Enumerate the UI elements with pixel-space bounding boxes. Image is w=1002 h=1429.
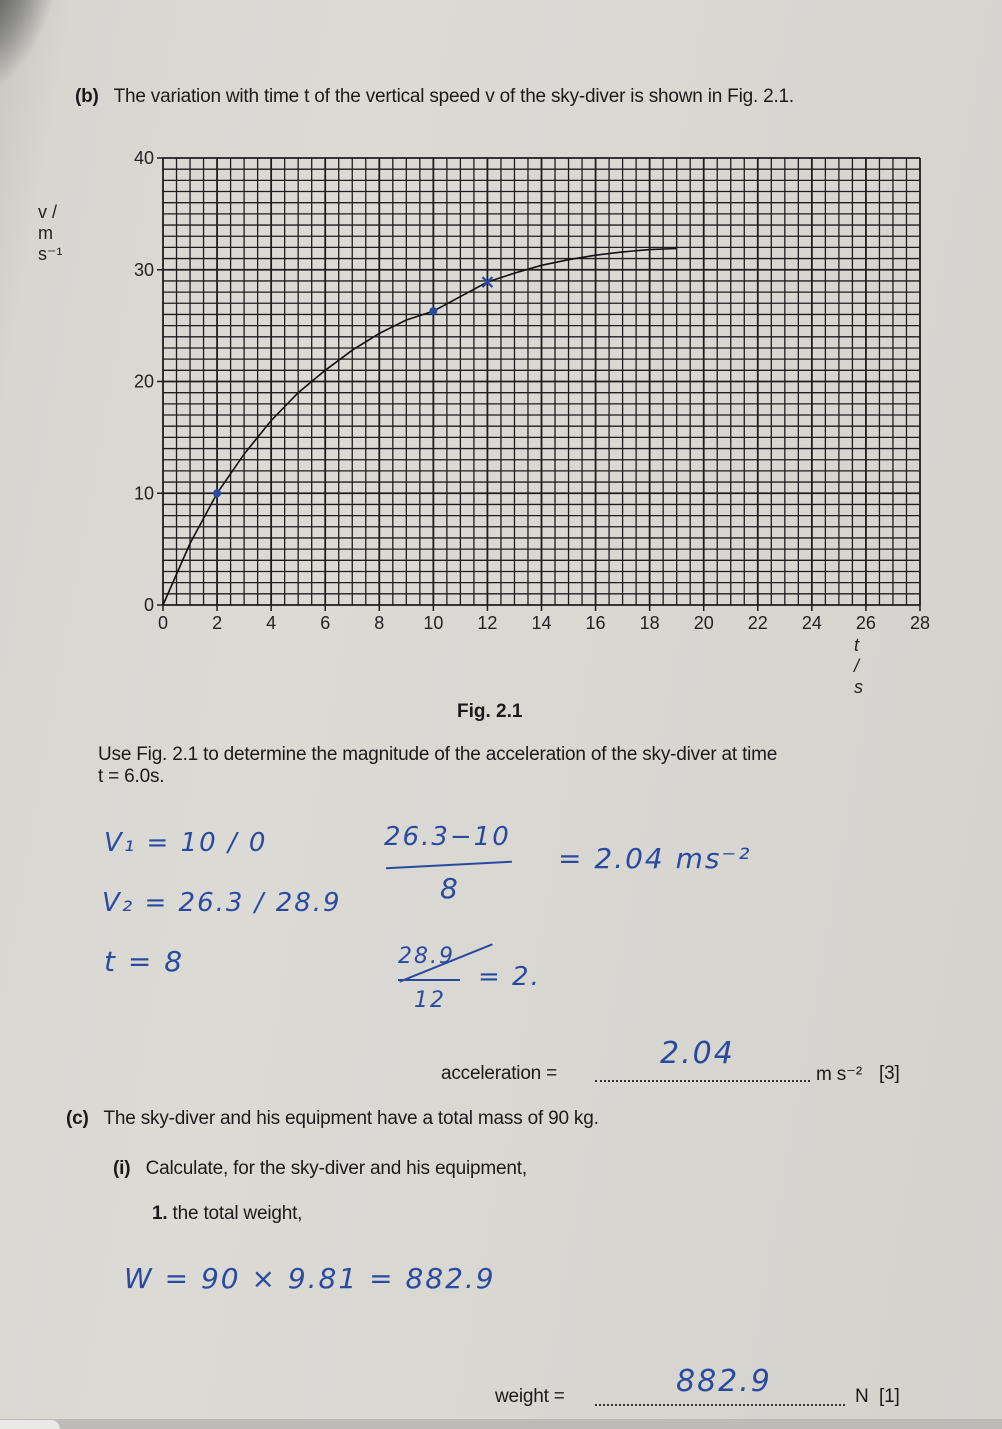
x-tick-label: 24 bbox=[801, 613, 822, 633]
working-v2: V₂ = 26.3 / 28.9 bbox=[102, 888, 342, 918]
annotation-dot bbox=[213, 489, 221, 497]
question-text bbox=[98, 744, 918, 788]
part-b-label: (b) bbox=[75, 86, 99, 107]
x-tick-label: 14 bbox=[531, 613, 552, 633]
y-tick-label: 20 bbox=[133, 371, 154, 392]
question-line-2: t = 6.0s. bbox=[98, 766, 165, 787]
item-1-text: the total weight, bbox=[172, 1203, 303, 1224]
working-t: t = 8 bbox=[104, 945, 185, 978]
part-b-intro-text: The variation with time t of the vertical speed v of the sky-diver is shown in Fig. 2.1. bbox=[113, 86, 795, 107]
acceleration-unit: m s⁻² bbox=[816, 1064, 862, 1085]
crossed-numerator: 28.9 bbox=[398, 944, 455, 969]
part-c-i bbox=[113, 1158, 527, 1180]
x-tick-label: 4 bbox=[266, 613, 277, 633]
fraction-denominator: 8 bbox=[440, 872, 460, 905]
weight-unit: N bbox=[855, 1386, 869, 1407]
x-tick-label: 6 bbox=[320, 613, 331, 633]
acceleration-marks: [3] bbox=[879, 1063, 900, 1084]
speed-time-graph bbox=[0, 0, 1002, 680]
x-tick-label: 22 bbox=[747, 613, 768, 633]
part-c-i-text: Calculate, for the sky-diver and his equipment, bbox=[145, 1158, 527, 1179]
crossed-result: = 2. bbox=[478, 962, 541, 992]
acceleration-label: acceleration = bbox=[441, 1063, 558, 1084]
weight-label: weight = bbox=[495, 1386, 565, 1407]
part-c-i-1 bbox=[152, 1203, 302, 1225]
x-tick-label: 2 bbox=[212, 613, 223, 633]
weight-answer: 882.9 bbox=[676, 1364, 772, 1399]
question-line-1: Use Fig. 2.1 to determine the magnitude of the acceleration of the sky-diver at time bbox=[98, 744, 778, 765]
y-tick-label: 0 bbox=[143, 595, 154, 615]
y-tick-label: 30 bbox=[133, 259, 154, 280]
x-tick-label: 8 bbox=[374, 613, 385, 633]
x-tick-label: 28 bbox=[909, 613, 931, 633]
acceleration-answer-line[interactable] bbox=[595, 1080, 810, 1082]
figure-caption: Fig. 2.1 bbox=[457, 701, 523, 722]
bottom-edge bbox=[0, 1419, 1002, 1429]
bottom-tab bbox=[0, 1420, 60, 1429]
x-tick-label: 0 bbox=[157, 613, 169, 633]
part-c-label: (c) bbox=[66, 1108, 89, 1129]
part-c-i-label: (i) bbox=[113, 1158, 131, 1179]
y-tick-label: 40 bbox=[133, 148, 154, 168]
weight-working: W = 90 × 9.81 = 882.9 bbox=[124, 1262, 496, 1295]
y-axis-label: v / m s⁻¹ bbox=[38, 202, 63, 264]
x-tick-label: 20 bbox=[693, 613, 714, 633]
fraction-numerator: 26.3−10 bbox=[384, 822, 511, 852]
weight-answer-line[interactable] bbox=[595, 1404, 845, 1406]
working-result: = 2.04 ms⁻² bbox=[558, 842, 752, 875]
x-axis-label: t / s bbox=[854, 635, 863, 697]
crossed-denominator: 12 bbox=[414, 988, 446, 1013]
x-tick-label: 16 bbox=[585, 613, 606, 633]
x-tick-label: 10 bbox=[423, 613, 444, 633]
part-c-intro bbox=[66, 1108, 599, 1130]
item-1-label: 1. bbox=[152, 1203, 168, 1224]
x-tick-label: 26 bbox=[855, 613, 876, 633]
working-v1: V₁ = 10 / 0 bbox=[104, 828, 268, 858]
part-c-intro-text: The sky-diver and his equipment have a total mass of 90 kg. bbox=[103, 1108, 599, 1129]
y-tick-label: 10 bbox=[133, 483, 154, 504]
x-tick-label: 18 bbox=[639, 613, 660, 633]
x-tick-label: 12 bbox=[477, 613, 498, 633]
acceleration-answer: 2.04 bbox=[660, 1036, 735, 1071]
weight-marks: [1] bbox=[879, 1386, 900, 1407]
annotation-dot bbox=[429, 307, 437, 315]
fraction-bar bbox=[386, 861, 512, 870]
